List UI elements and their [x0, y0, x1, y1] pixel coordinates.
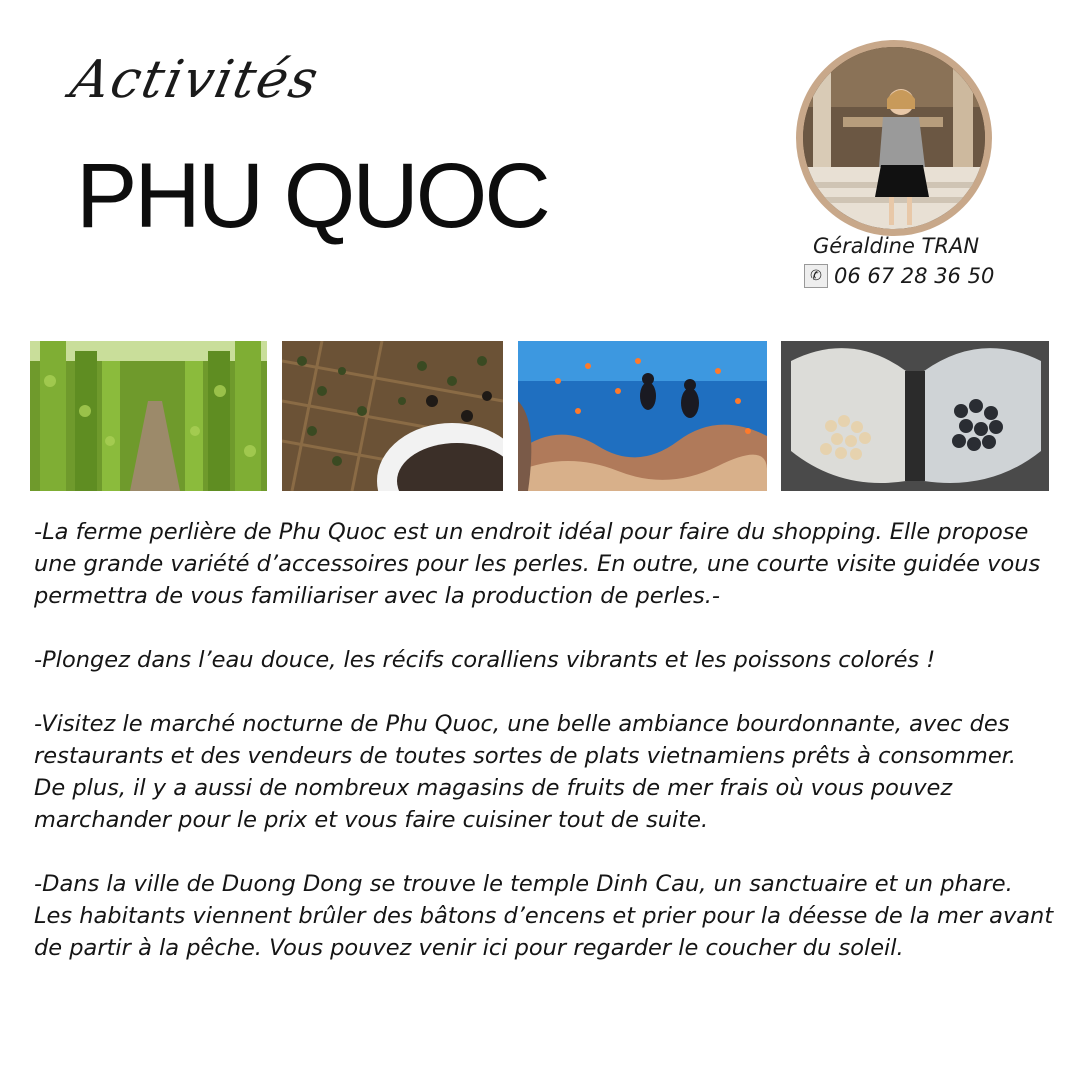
photo-scuba-divers-coral-reef: [518, 341, 767, 491]
paragraph-night-market: -Visitez le marché nocturne de Phu Quoc, une belle ambiance bourdonnante, avec des restaurants et des vendeurs de toutes sortes de plats vietnamiens prêts à consommer. De plus, il y a aussi de nombreux magasins de fruits de mer frais où vous pouvez marchander pour le prix et vous faire cuisiner tout de suite.: [34, 711, 1017, 833]
page-title: PHU QUOC: [76, 145, 548, 247]
phone-icon: ✆: [804, 264, 828, 288]
avatar: [796, 40, 992, 236]
paragraph-diving: -Plongez dans l’eau douce, les récifs coralliens vibrants et les poissons colorés !: [34, 647, 936, 673]
contact-name: Géraldine TRAN: [812, 234, 980, 258]
photo-pearls-in-oyster: [781, 341, 1049, 491]
script-title: Activités: [65, 50, 325, 110]
paragraph-dinh-cau-temple: -Dans la ville de Duong Dong se trouve le temple Dinh Cau, un sanctuaire et un phare. Les habitants viennent brûler des bâtons d’encens et prier pour la déesse de la mer avant de partir à la pêche. Vous pouvez venir ici pour regarder le coucher du soleil.: [34, 871, 1054, 961]
photo-peppercorns: [282, 341, 503, 491]
phone-number: 06 67 28 36 50: [834, 264, 995, 288]
contact-phone[interactable]: [804, 264, 994, 288]
paragraph-pearl-farm: -La ferme perlière de Phu Quoc est un endroit idéal pour faire du shopping. Elle propose une grande variété d’accessoires pour les perles. En outre, une courte visite guidée vous permettra de vous familiariser avec la production de perles.-: [34, 519, 1041, 609]
activities-description: [34, 516, 1054, 996]
photo-pepper-plantation: [30, 341, 267, 491]
